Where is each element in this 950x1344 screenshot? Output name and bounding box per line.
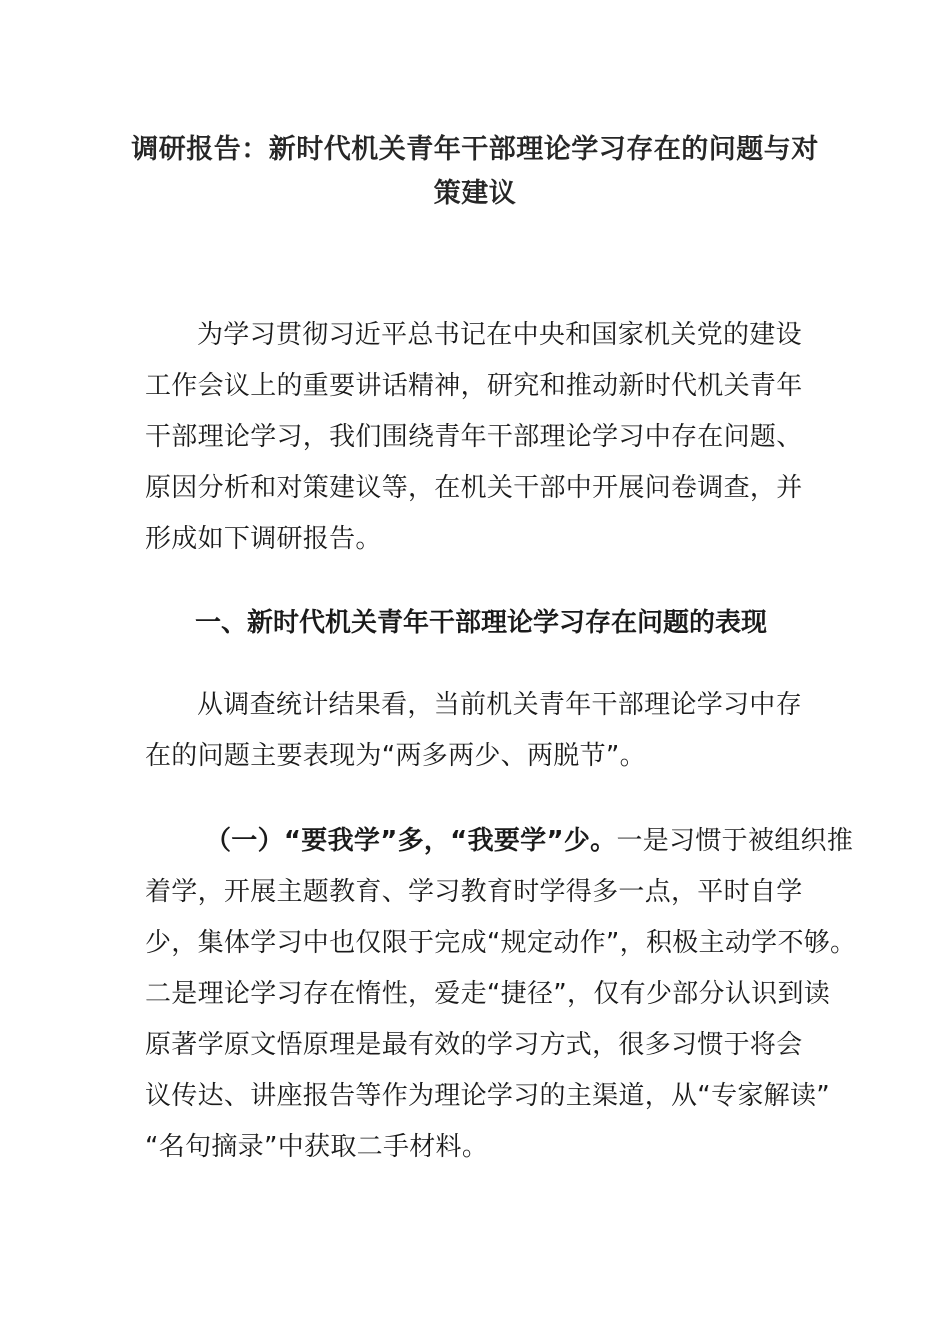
point-1-paragraph bbox=[145, 816, 857, 1173]
paragraph-line: 原著学原文悟原理是最有效的学习方式，很多习惯于将会 bbox=[145, 1030, 803, 1060]
title-line-2: 策建议 bbox=[433, 178, 517, 209]
paragraph-line: 议传达、讲座报告等作为理论学习的主渠道，从“专家解读” bbox=[145, 1081, 831, 1111]
document-title bbox=[120, 128, 830, 216]
intro-line: 干部理论学习，我们围绕青年干部理论学习中存在问题、 bbox=[145, 422, 803, 452]
paragraph-line: “名句摘录”中获取二手材料。 bbox=[145, 1132, 489, 1162]
intro-line: 工作会议上的重要讲话精神，研究和推动新时代机关青年 bbox=[145, 371, 803, 401]
paragraph-line: 着学，开展主题教育、学习教育时学得多一点，平时自学 bbox=[145, 877, 803, 907]
intro-paragraph bbox=[145, 310, 825, 565]
paragraph-line: 从调查统计结果看，当前机关青年干部理论学习中存 bbox=[197, 690, 802, 720]
point-1-first-line bbox=[145, 816, 854, 867]
point-1-first-rest: 一是习惯于被组织推 bbox=[616, 826, 854, 856]
paragraph-line: 二是理论学习存在惰性，爱走“捷径”，仅有少部分认识到读 bbox=[145, 979, 831, 1009]
intro-line: 形成如下调研报告。 bbox=[145, 524, 382, 554]
paragraph-line: 在的问题主要表现为“两多两少、两脱节”。 bbox=[145, 741, 646, 771]
title-line-1: 调研报告：新时代机关青年干部理论学习存在的问题与对 bbox=[131, 134, 819, 165]
intro-line: 为学习贯彻习近平总书记在中央和国家机关党的建设 bbox=[197, 320, 802, 350]
point-1-bold-lead: （一）“要我学”多，“我要学”少。 bbox=[205, 826, 617, 856]
section-1-paragraph bbox=[145, 680, 825, 782]
paragraph-line: 少，集体学习中也仅限于完成“规定动作”，积极主动学不够。 bbox=[145, 928, 857, 958]
section-1-heading: 一、新时代机关青年干部理论学习存在问题的表现 bbox=[195, 608, 768, 638]
intro-line: 原因分析和对策建议等，在机关干部中开展问卷调查，并 bbox=[145, 473, 803, 503]
